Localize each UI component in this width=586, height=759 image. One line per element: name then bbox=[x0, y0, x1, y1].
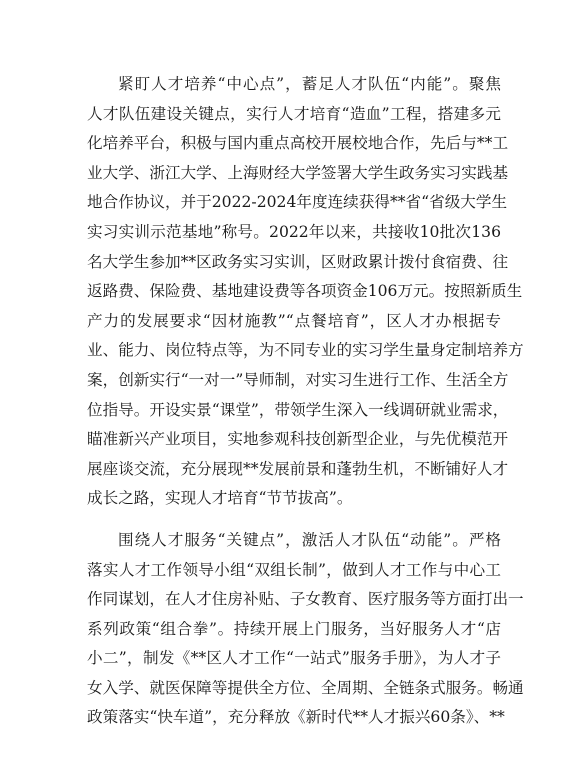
text-line: 瞄准新兴产业项目，实地参观科技创新型企业，与先优模范开 bbox=[87, 430, 509, 449]
text-line: 案，创新实行“一对一”导师制，对实习生进行工作、生活全方 bbox=[87, 370, 509, 389]
text-line: 作同谋划，在人才住房补贴、子女教育、医疗服务等方面打出一 bbox=[87, 590, 524, 609]
text-line: 业大学、浙江大学、上海财经大学签署大学生政务实习实践基 bbox=[87, 163, 509, 182]
text-line: 政策落实“快车道”，充分释放《新时代**人才振兴60条》、** bbox=[87, 708, 505, 727]
text-line: 女入学、就医保障等提供全方位、全周期、全链条式服务。畅通 bbox=[87, 678, 524, 697]
text-line: 紧盯人才培养“中心点”，蓄足人才队伍“内能”。聚焦 bbox=[118, 75, 501, 93]
text-line: 地合作协议，并于2022-2024年度连续获得**省“省级大学生 bbox=[87, 193, 508, 212]
text-line: 位指导。开设实景“课堂”，带领学生深入一线调研就业需求， bbox=[87, 400, 509, 419]
text-line: 实习实训示范基地”称号。2022年以来，共接收10批次136 bbox=[87, 222, 501, 241]
text-line: 落实人才工作领导小组“双组长制”，做到人才工作与中心工 bbox=[87, 560, 501, 579]
text-line: 系列政策“组合拳”。持续开展上门服务，当好服务人才“店 bbox=[87, 619, 501, 638]
document-body bbox=[87, 70, 524, 733]
paragraph-talent-training bbox=[87, 70, 524, 514]
text-line: 产力的发展要求“因材施教”“点餐培育”，区人才办根据专 bbox=[87, 311, 501, 330]
text-line: 小二”，制发《**区人才工作“一站式”服务手册》，为人才子 bbox=[87, 649, 501, 668]
text-line: 围绕人才服务“关键点”，激活人才队伍“动能”。严格 bbox=[118, 530, 501, 549]
paragraph-talent-service bbox=[87, 526, 524, 733]
text-line: 名大学生参加**区政务实习实训，区财政累计拨付食宿费、往 bbox=[87, 252, 509, 271]
text-line: 展座谈交流，充分展现**发展前景和蓬勃生机，不断铺好人才 bbox=[87, 459, 509, 478]
text-line: 返路费、保险费、基地建设费等各项资金106万元。按照新质生 bbox=[87, 282, 523, 301]
text-line: 人才队伍建设关键点，实行人才培育“造血”工程，搭建多元 bbox=[87, 104, 501, 123]
text-line: 成长之路，实现人才培育“节节拔高”。 bbox=[87, 489, 353, 508]
text-line: 业、能力、岗位特点等，为不同专业的实习学生量身定制培养方 bbox=[87, 341, 524, 360]
text-line: 化培养平台，积极与国内重点高校开展校地合作，先后与**工 bbox=[87, 134, 509, 153]
